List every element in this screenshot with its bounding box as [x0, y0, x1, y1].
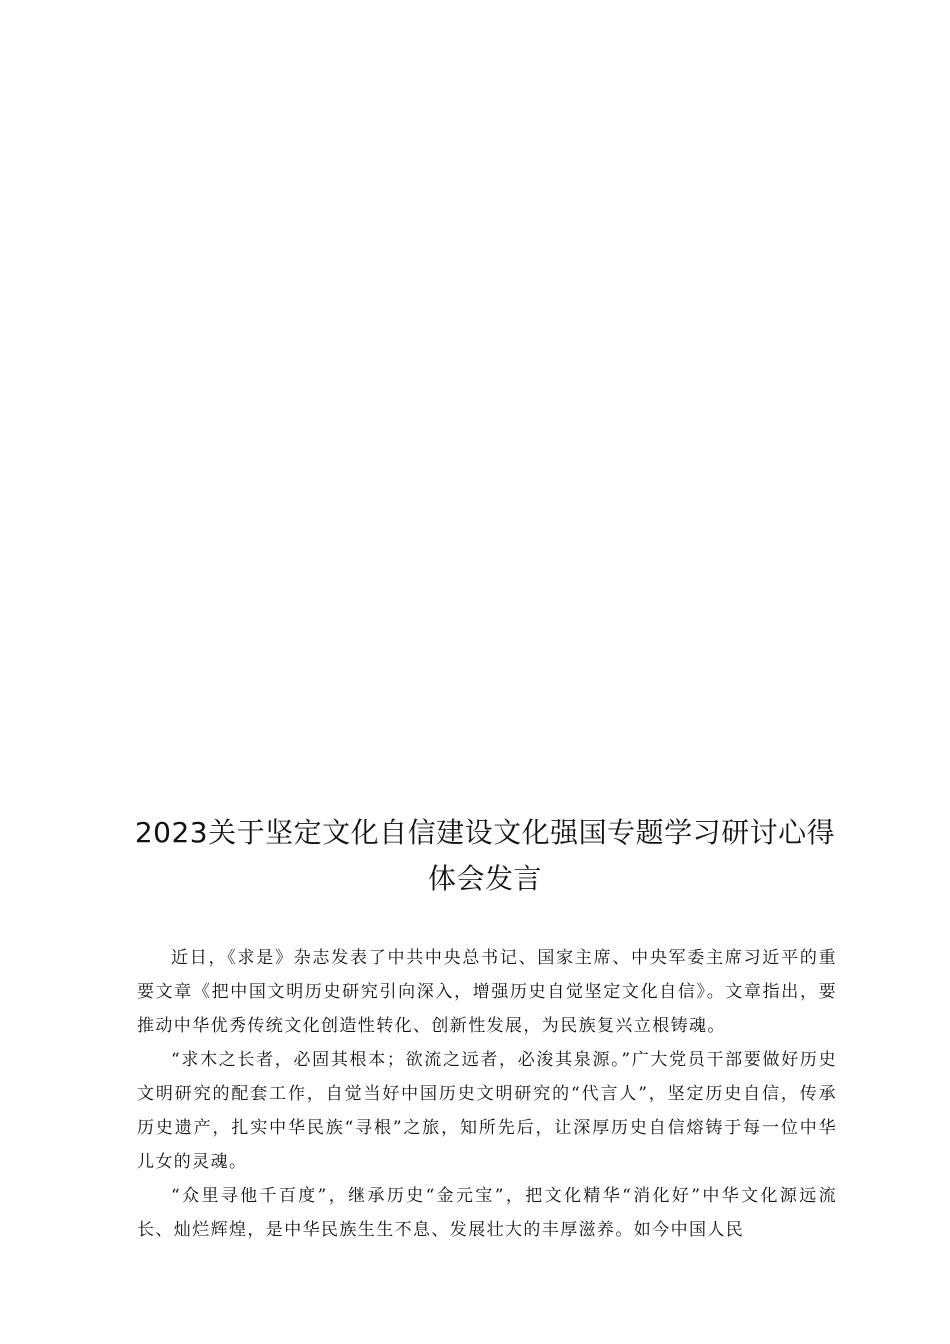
title-line-2: 体会发言	[427, 862, 542, 895]
title-line-1: 2023关于坚定文化自信建设文化强国专题学习研讨心得	[134, 816, 836, 849]
document-body	[137, 941, 837, 1247]
paragraph-1: 近日，《求是》杂志发表了中共中央总书记、国家主席、中央军委主席习近平的重要文章《把中国文明历史研究引向深入，增强历史自觉坚定文化自信》。文章指出，要推动中华优秀传统文化创造性转化、创新性发展，为民族复兴立根铸魂。	[137, 948, 837, 1036]
paragraph-2: “求木之长者，必固其根本；欲流之远者，必浚其泉源。”广大党员干部要做好历史文明研究的配套工作，自觉当好中国历史文明研究的“代言人”，坚定历史自信，传承历史遗产，扎实中华民族“寻根”之旅，知所先后，让深厚历史自信熔铸于每一位中华儿女的灵魂。	[137, 1050, 837, 1172]
paragraph-3: “众里寻他千百度”，继承历史“金元宝”，把文化精华“消化好”中华文化源远流长、灿烂辉煌，是中华民族生生不息、发展壮大的丰厚滋养。如今中国人民	[137, 1186, 837, 1240]
document-title	[120, 810, 850, 902]
